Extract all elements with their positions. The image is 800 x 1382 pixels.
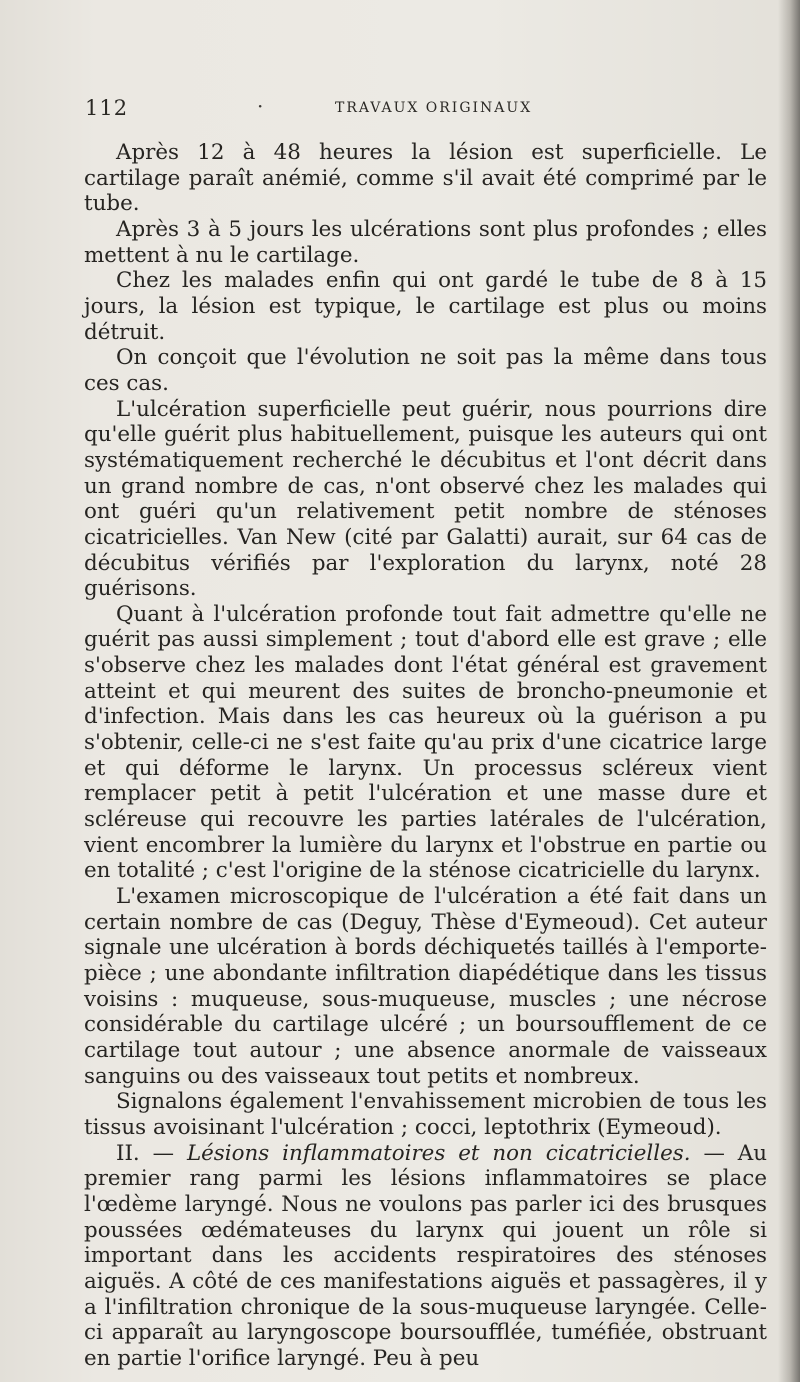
running-head: TRAVAUX ORIGINAUX — [335, 100, 533, 116]
section-paragraph — [84, 1141, 767, 1372]
paragraph: Chez les malades enfin qui ont gardé le tube de 8 à 15 jours, la lésion est typique, le cartilage est plus ou moins détruit. — [84, 268, 767, 345]
header-separator: · — [257, 94, 264, 118]
paragraph: Après 12 à 48 heures la lésion est superficielle. Le cartilage paraît anémié, comme s'il avait été comprimé par le tube. — [84, 140, 767, 217]
section-body: — Au premier rang parmi les lésions inflammatoires se place l'œdème laryngé. Nous ne voulons pas parler ici des brusques poussées œdémateuses du larynx qui jouent un rôle si important dans les accidents respiratoires des sténoses aiguës. A côté de ces manifestations aiguës et passagères, il y a l'infiltration chronique de la sous-muqueuse laryngée. Celle-ci apparaît au laryngoscope boursoufflée, tuméfiée, obstruant en partie l'orifice laryngé. Peu à peu — [84, 1140, 767, 1371]
paragraph: Quant à l'ulcération profonde tout fait admettre qu'elle ne guérit pas aussi simplement ; tout d'abord elle est grave ; elle s'observe chez les malades dont l'état général est gravement atteint et qui meurent des suites de broncho-pneumonie et d'infection. Mais dans les cas heureux où la guérison a pu s'obtenir, celle-ci ne s'est faite qu'au prix d'une cicatrice large et qui déforme le larynx. Un processus scléreux vient remplacer petit à petit l'ulcération et une masse dure et scléreuse qui recouvre les parties latérales de l'ulcération, vient encombrer la lumière du larynx et l'obstrue en partie ou en totalité ; c'est l'origine de la sténose cicatricielle du larynx. — [84, 601, 767, 884]
body-text — [84, 140, 767, 1372]
paragraph: Après 3 à 5 jours les ulcérations sont plus profondes ; elles mettent à nu le cartilage. — [84, 216, 767, 268]
paragraph: L'examen microscopique de l'ulcération a été fait dans un certain nombre de cas (Deguy, Thèse d'Eymeoud). Cet auteur signale une ulcération à bords déchiquetés taillés à l'emporte-pièce ; une abondante infiltration diapédétique dans les tissus voisins : muqueuse, sous-muqueuse, muscles ; une nécrose considérable du cartilage ulcéré ; un boursoufflement de ce cartilage tout autour ; une absence anormale de vaisseaux sanguins ou des vaisseaux tout petits et nombreux. — [84, 884, 767, 1089]
section-title: Lésions inflammatoires et non cicatricielles. — [186, 1140, 691, 1166]
paragraph: L'ulcération superficielle peut guérir, nous pourrions dire qu'elle guérit plus habituellement, puisque les auteurs qui ont systématiquement recherché le décubitus et l'ont décrit dans un grand nombre de cas, n'ont observé chez les malades qui ont guéri qu'un relativement petit nombre de sténoses cicatricielles. Van New (cité par Galatti) aurait, sur 64 cas de décubitus vérifiés par l'exploration du larynx, noté 28 guérisons. — [84, 396, 767, 602]
section-dash: — — [139, 1140, 187, 1166]
page-header — [85, 96, 765, 126]
paragraph: On conçoit que l'évolution ne soit pas la même dans tous ces cas. — [84, 345, 767, 396]
page-number: 112 — [85, 96, 129, 120]
section-numeral: II. — [116, 1140, 140, 1166]
page-edge-shadow — [778, 0, 800, 1382]
paragraph: Signalons également l'envahissement microbien de tous les tissus avoisinant l'ulcération ; cocci, leptothrix (Eymeoud). — [84, 1089, 767, 1140]
